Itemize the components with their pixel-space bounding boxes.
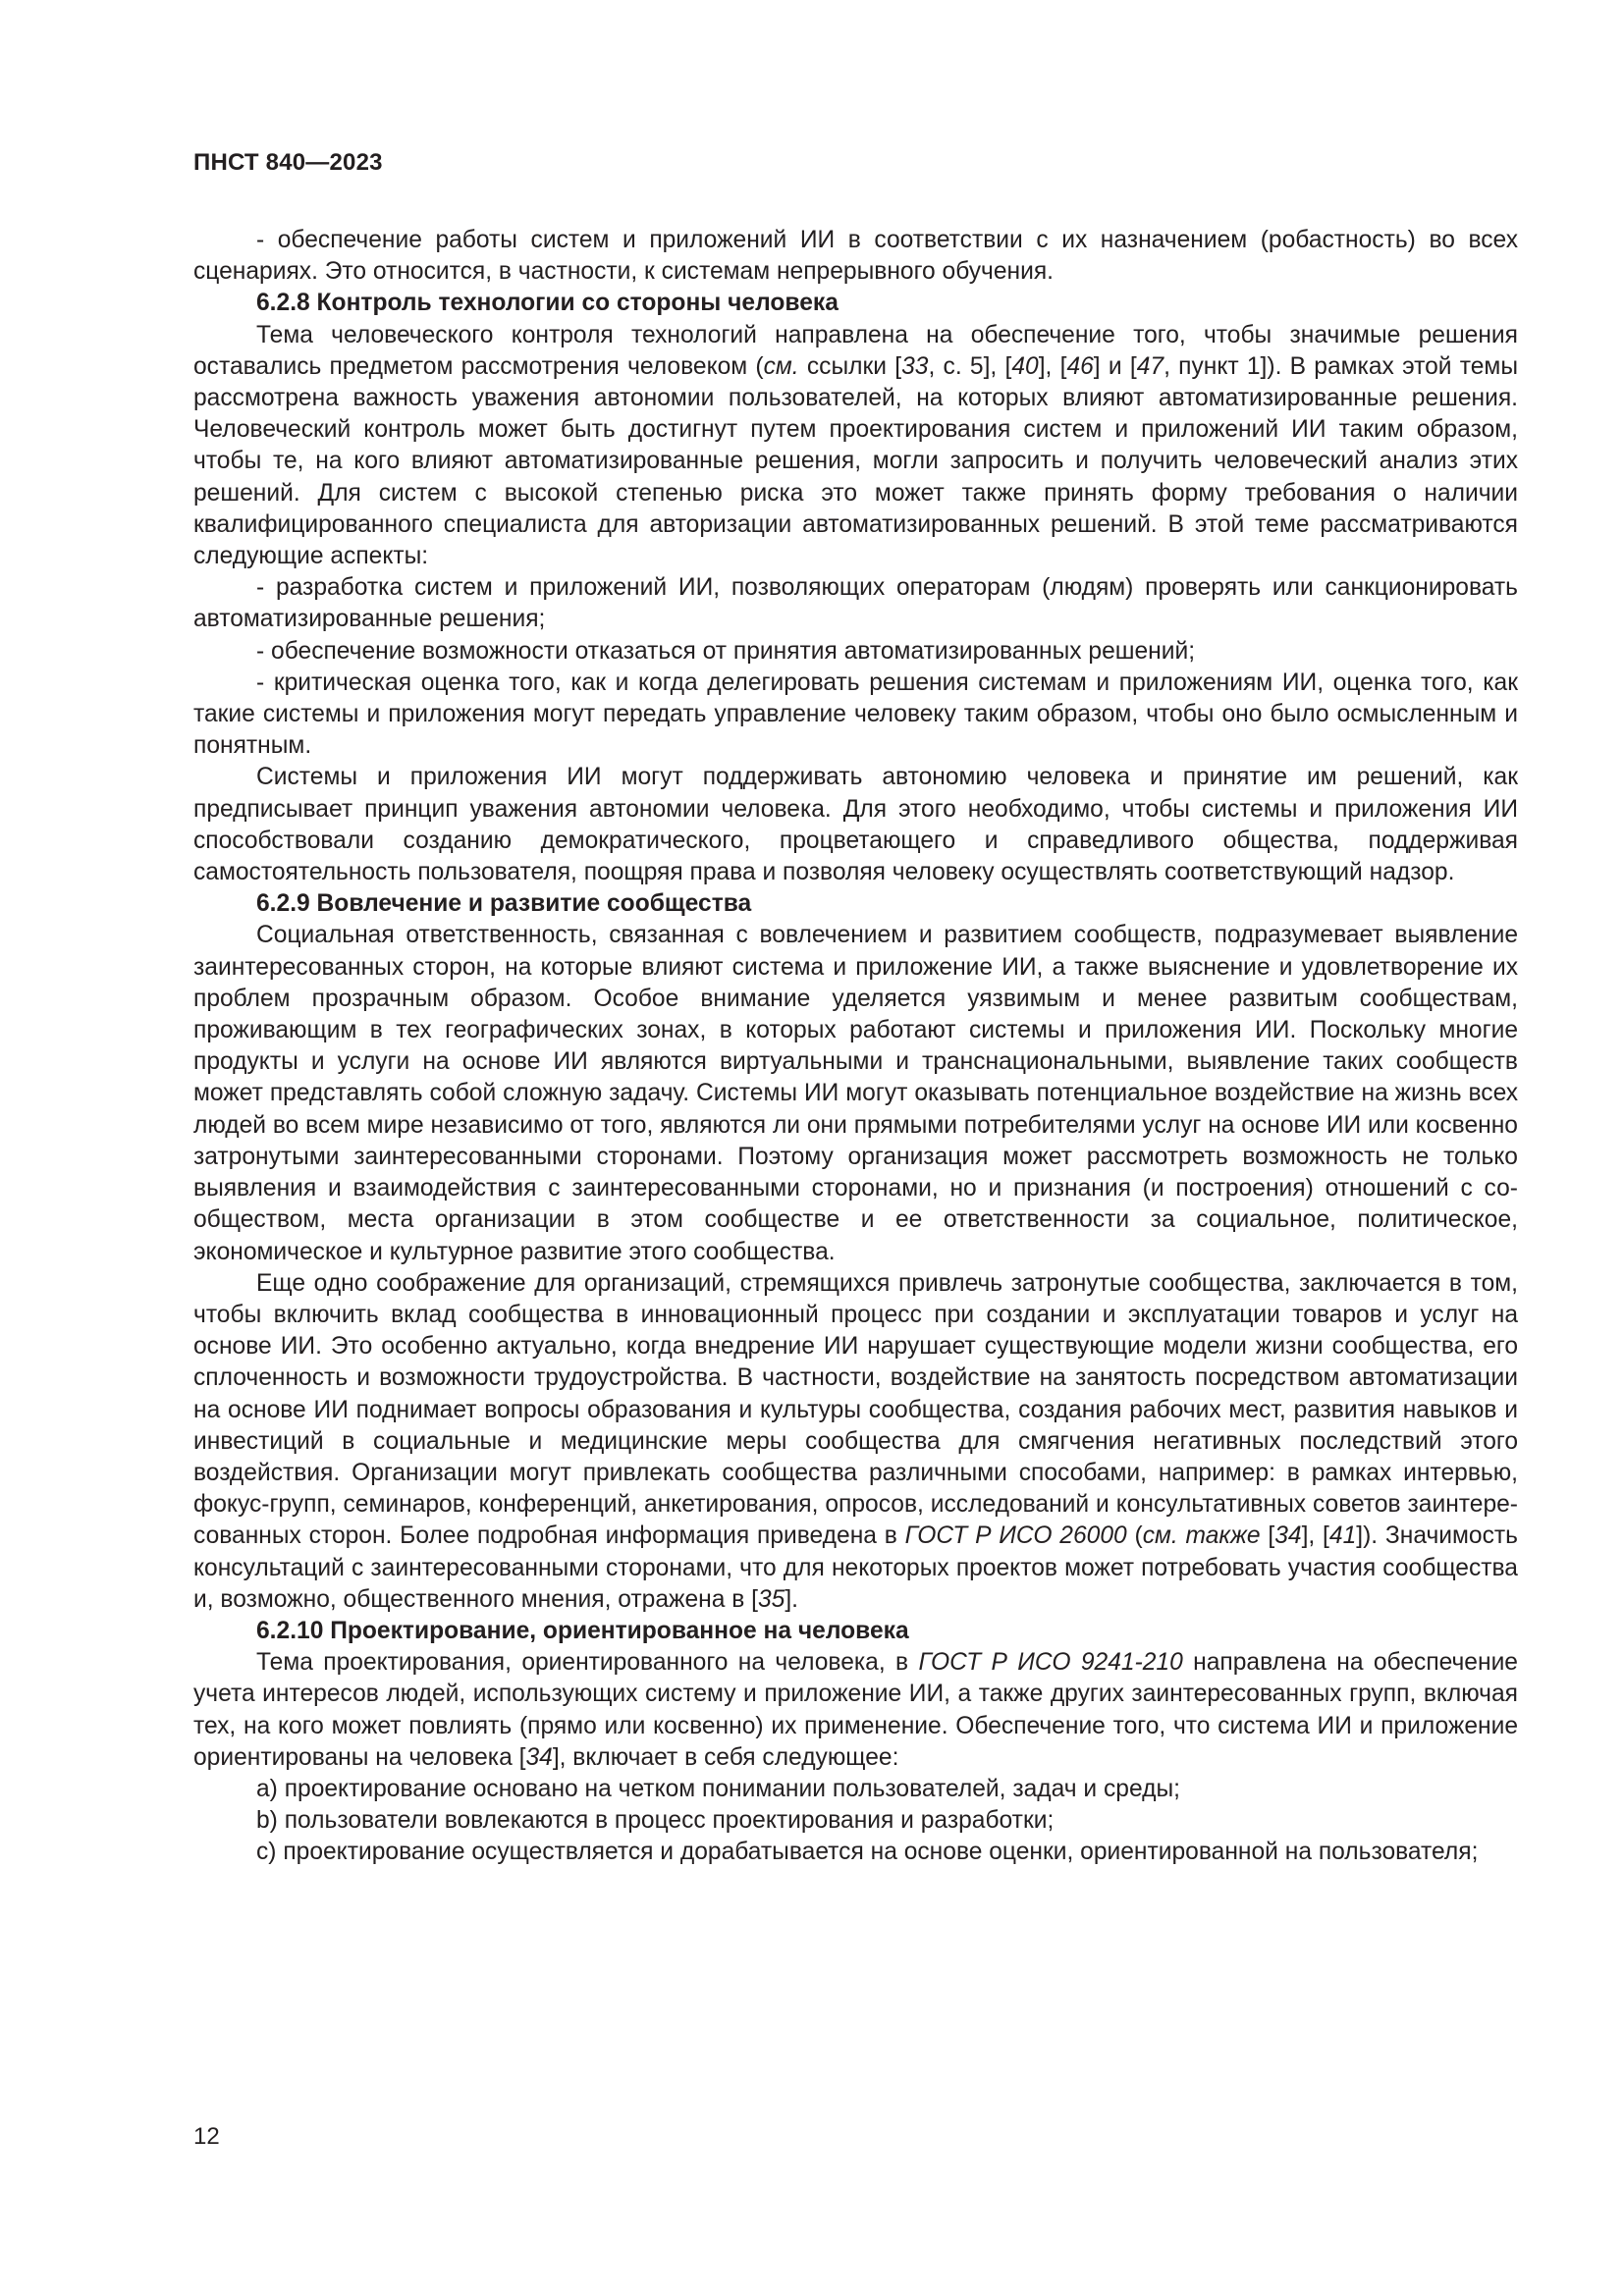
italic-see-also: см. также [1142, 1522, 1261, 1550]
document-id-header: ПНСТ 840—2023 [193, 149, 383, 176]
document-body [193, 225, 1518, 1869]
reference-link: 34 [525, 1743, 553, 1771]
text-span: ]). Значимость консультаций с заинтересованными сторонами, что для некоторых проектов может потребовать участия сообщества и, возможно, общественного мнения, отражена в [ [193, 1522, 1518, 1613]
paragraph-social-responsibility: Социальная ответственность, связанная с вовлечением и развитием сообществ, подразумевает выявление заинтересованных сторон, на которые влияют система и приложение ИИ, а также выяснение и удовлетворение их проблем прозрачным образом. Особое внимание уделяется уязвимым и менее развитым сообществам, проживающим в тех географических зонах, в которых работают системы и приложения ИИ. Поскольку многие продукты и услуги на основе ИИ являются виртуальными и транснациональными, выявление таких сообществ может представлять собой сложную задачу. Системы ИИ могут оказывать потенциальное воздействие на жизнь всех людей во всем мире независимо от того, являются ли они прямыми потребителями услуг на основе ИИ или косвенно затронутыми заинтересованными сторонами. Поэтому организация может рассмотреть возможность не только выявления и взаимодействия с заинтересованными сторонами, но и признания (и построения) отношений с сообществом, места организации в этом сообществе и ее ответственности за социальное, политическое, экономическое и культурное развитие этого сообщества. [193, 922, 1518, 1265]
section-heading-6-2-9: 6.2.9 Вовлечение и развитие сообщества [256, 890, 752, 918]
standard-reference: ГОСТ Р ИСО 9241-210 [918, 1649, 1183, 1677]
list-item-dash: - разработка систем и приложений ИИ, позволяющих операторам (людям) проверять или санкционировать автоматизированные решения; [193, 574, 1518, 633]
text-span: направлена на обеспечение учета интересов людей, использующих систему и приложение ИИ, а также других заинтересованных групп, включая тех, на кого может повлиять (прямо или косвенно) их применение. Обеспечение того, что система ИИ и приложение ориентированы на человека [ [193, 1649, 1518, 1771]
reference-link: 33 [901, 352, 929, 380]
text-span: Тема проектирования, ориентированного на человека, в [256, 1649, 919, 1677]
text-span: ], [ [1301, 1522, 1329, 1550]
page-number: 12 [193, 2123, 220, 2150]
text-span: [ [1260, 1522, 1275, 1550]
paragraph-human-centered-design [193, 1647, 1518, 1774]
paragraph-human-control [193, 320, 1518, 573]
text-span: Еще одно соображение для организаций, стремящихся привлечь затронутые сообщества, заключается в том, чтобы включить вклад сообщества в инновационный процесс при создании и эксплуатации товаров и услуг на основе ИИ. Это особенно актуально, когда внедрение ИИ нарушает существующие модели жизни сообщества, его сплоченность и возможности трудоустройства. В частности, воздействие на занятость посредством автоматизации на основе ИИ поднимает вопросы образования и культуры сообщества, создания рабочих мест, развития навыков и инвестиций в социальные и медицинские меры сообщества для смягчения негативных последствий этого воздействия. Организации могут привлекать сообщества различными способами, например: в рамках интервью, фокус-групп, семинаров, конференций, анкетирования, опросов, исследований и консультативных советов заинтересованных сторон. Более подробная информация приведена в [193, 1269, 1518, 1550]
text-span: , с. 5], [ [928, 352, 1012, 380]
list-item-b: b) пользователи вовлекаются в процесс проектирования и разработки; [256, 1807, 1055, 1835]
text-span: ], включает в себя следующее: [552, 1743, 899, 1771]
reference-link: 46 [1066, 352, 1094, 380]
text-span: , пункт 1]). В рамках этой темы рассмотрена важность уважения автономии пользователей, на которых влияют автоматизированные решения. Человеческий контроль может быть достигнут путем проектирования систем и приложений ИИ таким образом, чтобы те, на кого влияют автоматизированные решения, могли запросить и получить человеческий анализ этих решений. Для систем с высокой степенью риска это может также принять форму требования о наличии квалифицированного специалиста для авторизации автоматизированных решений. В этой теме рассматриваются следующие аспекты: [193, 352, 1519, 570]
reference-link: 34 [1274, 1522, 1302, 1550]
list-item-dash: - критическая оценка того, как и когда делегировать решения системам и приложениям ИИ, оценка того, как такие системы и приложения могут передать управление человеку таким образом, чтобы оно было осмысленным и понятным. [193, 668, 1518, 760]
text-span: ], [ [1038, 352, 1067, 380]
paragraph-robustness: - обеспечение работы систем и приложений ИИ в соответствии с их назначением (робастность) во всех сценариях. Это относится, в частности, к системам непрерывного обучения. [193, 227, 1518, 286]
text-span: ( [1126, 1522, 1143, 1550]
standard-reference: ГОСТ Р ИСО 26000 [904, 1522, 1127, 1550]
text-span: Тема человеческого контроля технологий направлена на обеспечение того, чтобы значимые решения оставались предметом рассмотрения человеком ( [193, 321, 1518, 380]
reference-link: 40 [1011, 352, 1039, 380]
list-item-c: с) проектирование осуществляется и дорабатывается на основе оценки, ориентированной на пользователя; [256, 1839, 1479, 1866]
paragraph-autonomy: Системы и приложения ИИ могут поддерживать автономию человека и принятие им решений, как предписывает принцип уважения автономии человека. Для этого необходимо, чтобы системы и приложения ИИ способствовали созданию демократического, процветающего и справедливого общества, поддерживая самостоятельность пользователя, поощряя права и позволяя человеку осуществлять соответствующий надзор. [193, 764, 1518, 886]
text-span: ссылки [ [798, 352, 902, 380]
section-heading-6-2-10: 6.2.10 Проектирование, ориентированное на человека [256, 1617, 909, 1644]
text-span: ] и [ [1093, 352, 1137, 380]
reference-link: 35 [757, 1585, 785, 1613]
list-item-a: а) проектирование основано на четком понимании пользователей, задач и среды; [256, 1775, 1180, 1802]
reference-link: 41 [1328, 1522, 1357, 1550]
text-span: ]. [785, 1585, 798, 1613]
paragraph-community-engagement [193, 1268, 1518, 1616]
reference-link: 47 [1136, 352, 1164, 380]
section-heading-6-2-8: 6.2.8 Контроль технологии со стороны человека [256, 290, 839, 317]
list-item-dash: - обеспечение возможности отказаться от принятия автоматизированных решений; [256, 637, 1196, 665]
italic-see: см. [763, 352, 799, 380]
